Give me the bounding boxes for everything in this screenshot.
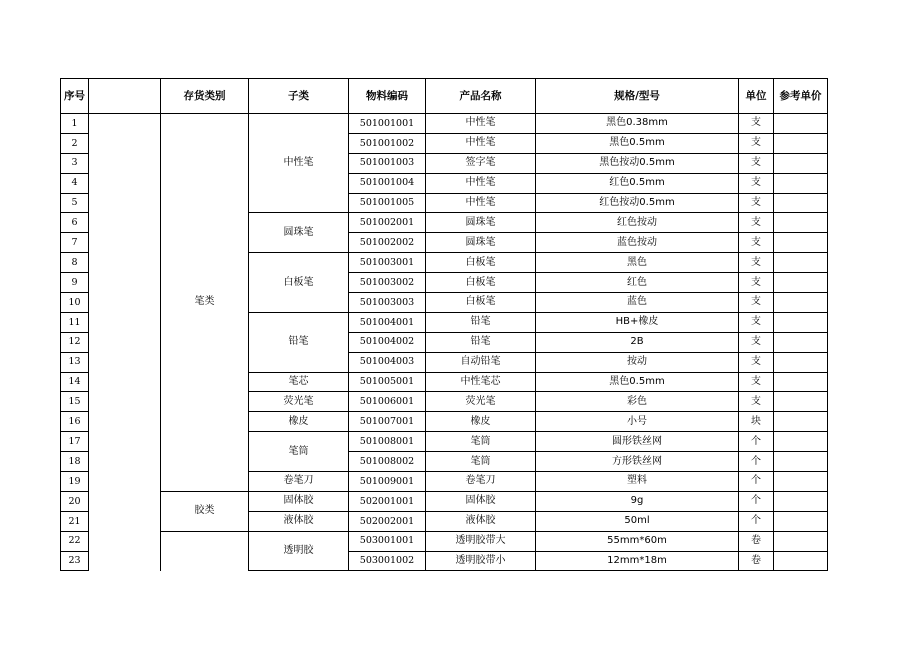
cell-seq: 23 xyxy=(61,551,89,571)
cell-price xyxy=(774,392,828,412)
cell-subcategory: 笔芯 xyxy=(249,372,349,392)
cell-unit: 支 xyxy=(739,133,774,153)
cell-code: 502002001 xyxy=(349,511,426,531)
cell-price xyxy=(774,233,828,253)
cell-code: 501005001 xyxy=(349,372,426,392)
cell-code: 501004003 xyxy=(349,352,426,372)
cell-seq: 16 xyxy=(61,412,89,432)
cell-seq: 19 xyxy=(61,472,89,492)
cell-unit: 卷 xyxy=(739,531,774,551)
cell-name: 卷笔刀 xyxy=(426,472,536,492)
cell-name: 白板笔 xyxy=(426,273,536,293)
cell-spec: 方形铁丝网 xyxy=(536,452,739,472)
table-row xyxy=(61,491,828,511)
cell-seq: 2 xyxy=(61,133,89,153)
cell-spec: 按动 xyxy=(536,352,739,372)
cell-code: 501008002 xyxy=(349,452,426,472)
cell-price xyxy=(774,531,828,551)
cell-price xyxy=(774,412,828,432)
cell-subcategory: 卷笔刀 xyxy=(249,472,349,492)
header-blank xyxy=(89,79,161,114)
cell-seq: 7 xyxy=(61,233,89,253)
cell-blank xyxy=(89,114,161,571)
cell-code: 501003003 xyxy=(349,293,426,313)
cell-unit: 块 xyxy=(739,412,774,432)
cell-seq: 12 xyxy=(61,332,89,352)
cell-price xyxy=(774,352,828,372)
header-price: 参考单价 xyxy=(774,79,828,114)
cell-name: 中性笔芯 xyxy=(426,372,536,392)
cell-code: 503001001 xyxy=(349,531,426,551)
cell-seq: 13 xyxy=(61,352,89,372)
cell-unit: 个 xyxy=(739,432,774,452)
cell-name: 签字笔 xyxy=(426,153,536,173)
cell-unit: 支 xyxy=(739,114,774,134)
cell-name: 笔筒 xyxy=(426,452,536,472)
cell-unit: 支 xyxy=(739,233,774,253)
cell-code: 501003001 xyxy=(349,253,426,273)
cell-price xyxy=(774,253,828,273)
cell-price xyxy=(774,432,828,452)
cell-seq: 11 xyxy=(61,312,89,332)
cell-name: 自动铅笔 xyxy=(426,352,536,372)
cell-code: 501007001 xyxy=(349,412,426,432)
cell-unit: 支 xyxy=(739,312,774,332)
cell-subcategory: 铅笔 xyxy=(249,312,349,372)
cell-seq: 21 xyxy=(61,511,89,531)
cell-seq: 6 xyxy=(61,213,89,233)
cell-code: 501009001 xyxy=(349,472,426,492)
cell-price xyxy=(774,491,828,511)
cell-subcategory: 橡皮 xyxy=(249,412,349,432)
cell-name: 圆珠笔 xyxy=(426,233,536,253)
header-name: 产品名称 xyxy=(426,79,536,114)
cell-price xyxy=(774,452,828,472)
cell-code: 501004001 xyxy=(349,312,426,332)
cell-spec: HB+橡皮 xyxy=(536,312,739,332)
cell-seq: 18 xyxy=(61,452,89,472)
cell-price xyxy=(774,472,828,492)
header-category: 存货类别 xyxy=(161,79,249,114)
cell-spec: 蓝色 xyxy=(536,293,739,313)
cell-seq: 1 xyxy=(61,114,89,134)
cell-price xyxy=(774,511,828,531)
header-subcategory: 子类 xyxy=(249,79,349,114)
cell-price xyxy=(774,293,828,313)
cell-name: 透明胶带小 xyxy=(426,551,536,571)
cell-seq: 10 xyxy=(61,293,89,313)
cell-spec: 圆形铁丝网 xyxy=(536,432,739,452)
cell-price xyxy=(774,332,828,352)
cell-name: 橡皮 xyxy=(426,412,536,432)
cell-seq: 5 xyxy=(61,193,89,213)
cell-unit: 支 xyxy=(739,193,774,213)
cell-name: 笔筒 xyxy=(426,432,536,452)
cell-seq: 3 xyxy=(61,153,89,173)
cell-price xyxy=(774,273,828,293)
cell-price xyxy=(774,193,828,213)
cell-code: 503001002 xyxy=(349,551,426,571)
cell-spec: 红色0.5mm xyxy=(536,173,739,193)
cell-unit: 支 xyxy=(739,173,774,193)
cell-name: 透明胶带大 xyxy=(426,531,536,551)
cell-name: 铅笔 xyxy=(426,332,536,352)
cell-subcategory: 透明胶 xyxy=(249,531,349,571)
cell-unit: 支 xyxy=(739,253,774,273)
cell-code: 501001002 xyxy=(349,133,426,153)
cell-code: 501001005 xyxy=(349,193,426,213)
cell-spec: 塑料 xyxy=(536,472,739,492)
cell-unit: 个 xyxy=(739,452,774,472)
cell-code: 501001004 xyxy=(349,173,426,193)
header-seq: 序号 xyxy=(61,79,89,114)
cell-code: 501008001 xyxy=(349,432,426,452)
table-body xyxy=(61,114,828,571)
cell-unit: 个 xyxy=(739,491,774,511)
header-spec: 规格/型号 xyxy=(536,79,739,114)
cell-seq: 8 xyxy=(61,253,89,273)
cell-seq: 9 xyxy=(61,273,89,293)
cell-name: 中性笔 xyxy=(426,114,536,134)
cell-name: 中性笔 xyxy=(426,173,536,193)
cell-spec: 12mm*18m xyxy=(536,551,739,571)
cell-name: 铅笔 xyxy=(426,312,536,332)
cell-price xyxy=(774,551,828,571)
header-row xyxy=(61,79,828,114)
cell-name: 液体胶 xyxy=(426,511,536,531)
cell-spec: 2B xyxy=(536,332,739,352)
cell-category: 胶类 xyxy=(161,491,249,531)
cell-subcategory: 液体胶 xyxy=(249,511,349,531)
cell-price xyxy=(774,114,828,134)
cell-name: 中性笔 xyxy=(426,133,536,153)
cell-name: 白板笔 xyxy=(426,293,536,313)
cell-spec: 50ml xyxy=(536,511,739,531)
cell-code: 501002002 xyxy=(349,233,426,253)
cell-spec: 黑色 xyxy=(536,253,739,273)
cell-seq: 4 xyxy=(61,173,89,193)
cell-name: 白板笔 xyxy=(426,253,536,273)
cell-subcategory: 白板笔 xyxy=(249,253,349,313)
cell-spec: 55mm*60m xyxy=(536,531,739,551)
cell-code: 501001001 xyxy=(349,114,426,134)
cell-name: 固体胶 xyxy=(426,491,536,511)
cell-code: 501001003 xyxy=(349,153,426,173)
cell-seq: 17 xyxy=(61,432,89,452)
inventory-table xyxy=(60,78,828,571)
cell-spec: 红色按动0.5mm xyxy=(536,193,739,213)
cell-subcategory: 荧光笔 xyxy=(249,392,349,412)
cell-name: 圆珠笔 xyxy=(426,213,536,233)
cell-unit: 个 xyxy=(739,472,774,492)
cell-price xyxy=(774,213,828,233)
cell-unit: 支 xyxy=(739,332,774,352)
cell-spec: 黑色按动0.5mm xyxy=(536,153,739,173)
cell-seq: 22 xyxy=(61,531,89,551)
cell-spec: 黑色0.38mm xyxy=(536,114,739,134)
cell-code: 501003002 xyxy=(349,273,426,293)
table-row xyxy=(61,531,828,551)
cell-price xyxy=(774,312,828,332)
cell-code: 501006001 xyxy=(349,392,426,412)
cell-code: 501002001 xyxy=(349,213,426,233)
cell-subcategory: 固体胶 xyxy=(249,491,349,511)
cell-subcategory: 笔筒 xyxy=(249,432,349,472)
cell-unit: 个 xyxy=(739,511,774,531)
cell-unit: 支 xyxy=(739,153,774,173)
cell-price xyxy=(774,133,828,153)
cell-spec: 黑色0.5mm xyxy=(536,372,739,392)
cell-spec: 红色 xyxy=(536,273,739,293)
cell-subcategory: 圆珠笔 xyxy=(249,213,349,253)
cell-code: 502001001 xyxy=(349,491,426,511)
cell-unit: 支 xyxy=(739,213,774,233)
cell-seq: 15 xyxy=(61,392,89,412)
cell-spec: 蓝色按动 xyxy=(536,233,739,253)
cell-unit: 支 xyxy=(739,273,774,293)
cell-unit: 支 xyxy=(739,372,774,392)
cell-spec: 红色按动 xyxy=(536,213,739,233)
cell-category: 笔类 xyxy=(161,114,249,492)
cell-unit: 支 xyxy=(739,392,774,412)
cell-name: 中性笔 xyxy=(426,193,536,213)
cell-spec: 黑色0.5mm xyxy=(536,133,739,153)
cell-code: 501004002 xyxy=(349,332,426,352)
cell-spec: 彩色 xyxy=(536,392,739,412)
cell-subcategory: 中性笔 xyxy=(249,114,349,213)
cell-seq: 20 xyxy=(61,491,89,511)
table-row xyxy=(61,114,828,134)
cell-price xyxy=(774,173,828,193)
cell-spec: 9g xyxy=(536,491,739,511)
cell-category xyxy=(161,531,249,571)
cell-name: 荧光笔 xyxy=(426,392,536,412)
header-unit: 单位 xyxy=(739,79,774,114)
cell-price xyxy=(774,153,828,173)
cell-unit: 支 xyxy=(739,352,774,372)
cell-price xyxy=(774,372,828,392)
cell-spec: 小号 xyxy=(536,412,739,432)
cell-seq: 14 xyxy=(61,372,89,392)
cell-unit: 支 xyxy=(739,293,774,313)
header-code: 物料编码 xyxy=(349,79,426,114)
cell-unit: 卷 xyxy=(739,551,774,571)
